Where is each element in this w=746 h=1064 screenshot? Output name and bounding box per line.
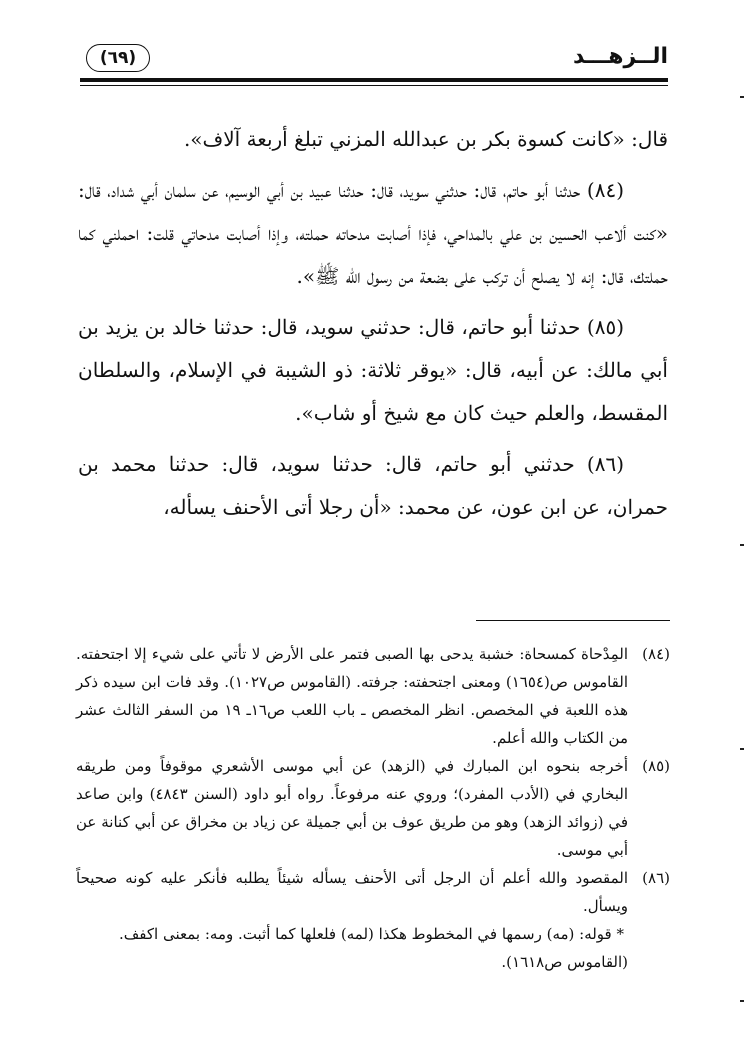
- footnote-86: [76, 864, 670, 920]
- footnote-number: (٨٥): [642, 757, 670, 775]
- footnotes: [76, 640, 670, 976]
- scan-margin-mark: [740, 96, 744, 98]
- footnote-text: المقصود والله أعلم أن الرجل أتى الأحنف يسأله شيئاً يطلبه فأنكر عليه كونه صحيحاً ويسأل.: [76, 869, 628, 915]
- paragraph-86: (٨٦) حدثني أبو حاتم، قال: حدثنا سويد، قال: حدثنا محمد بن حمران، عن ابن عون، عن محمد: «أن رجلا أتى الأحنف يسأله،: [78, 452, 668, 519]
- footnote-number: (٨٤): [642, 645, 670, 663]
- running-title: الــزهـــد: [572, 44, 668, 69]
- scan-margin-mark: [740, 544, 744, 546]
- footnote-text: أخرجه بنحوه ابن المبارك في (الزهد) عن أبي موسى الأشعري موقوفاً ومن طريقه البخاري في (الأدب المفرد)؛ وروي عنه مرفوعاً. رواه أبو داود (السنن ٤٨٤٣) وابن صاعد في (زوائد الزهد) وهو من طريق عوف بن أبي جميلة عن زياد بن مخراق عن أبي كنانة عن أبي موسى.: [76, 757, 629, 859]
- footnote-number: (٨٦): [642, 869, 670, 887]
- footnote-text: المِدْحاة كمسحاة: خشبة يدحى بها الصبى فتمر على الأرض لا تأتي على شيء إلا اجتحفته. القاموس ص(١٦٥٤) ومعنى اجتحفته: جرفته. (القاموس ص١٠٢٧). وقد فات ابن سيده ذكر هذه اللعبة في المخصص. انظر المخصص ـ باب اللعب ص١٦ـ ١٩ من السفر الثالث عشر من الكتاب والله أعلم.: [76, 645, 629, 747]
- header-rule-thin: [80, 85, 668, 86]
- paragraph-84: (٨٤) حدثنا أبو حاتم، قال: حدثني سويد، قال: حدثنا عبيد بن أبي الوسيم، عن سلمان أبي شداد، قال: «كنت ألاعب الحسين بن علي بالمداحي، فإذا أصابت مدحاته حملته، وإذا أصابت مدحاتي قلت: احملني كما حملتك، قال: إنه لا يصلح أن تركب على بضعة من رسول الله ﷺ».: [78, 178, 668, 288]
- paragraph-continuation: قال: «كانت كسوة بكر بن عبدالله المزني تبلغ أربعة آلاف».: [183, 127, 668, 151]
- scan-margin-mark: [740, 1000, 744, 1002]
- main-text: [78, 118, 668, 529]
- header-rule-thick: [80, 78, 668, 82]
- footnote-85: [76, 752, 670, 864]
- paragraph-85: (٨٥) حدثنا أبو حاتم، قال: حدثني سويد، قال: حدثنا خالد بن يزيد بن أبي مالك: عن أبيه، قال: «يوقر ثلاثة: ذو الشيبة في الإسلام، والسلطان المقسط، والعلم حيث كان مع شيخ أو شاب».: [78, 315, 668, 425]
- page-number-badge: (٦٩): [86, 44, 150, 72]
- footnote-84: [76, 640, 670, 752]
- page-header: [80, 38, 668, 84]
- scan-margin-mark: [740, 748, 744, 750]
- footnote-asterisk-note: * قوله: (مه) رسمها في المخطوط هكذا (لمه) فلعلها كما أثبت. ومه: بمعنى اكفف. (القاموس ص١٦١٨).: [119, 925, 628, 971]
- footnote-separator: [476, 620, 670, 621]
